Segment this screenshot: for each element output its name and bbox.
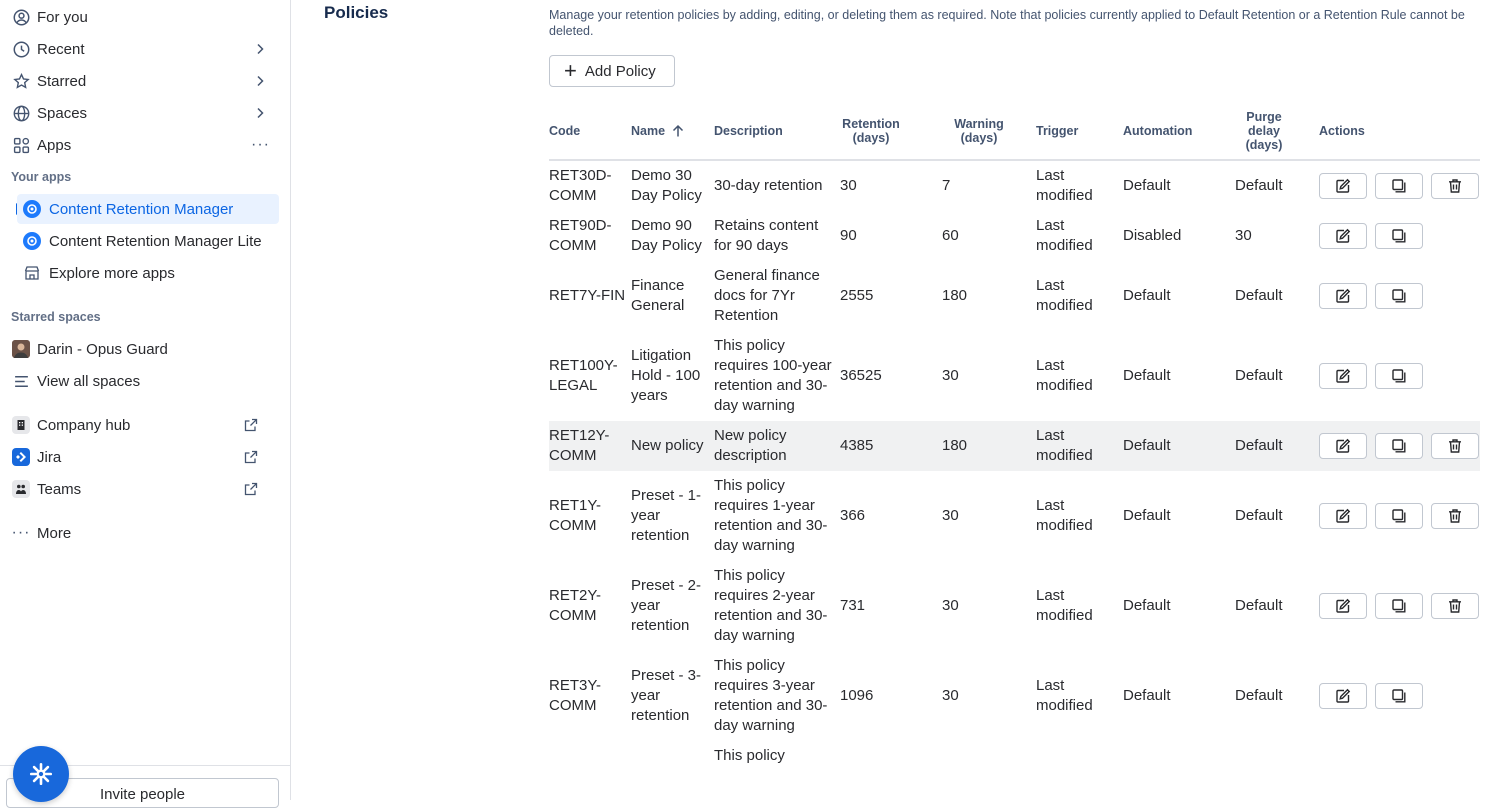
cell-actions (1319, 211, 1480, 261)
col-automation[interactable]: Automation (1123, 103, 1235, 160)
edit-button[interactable] (1319, 433, 1367, 459)
space-darin-opus-guard[interactable] (8, 335, 278, 363)
cell-trigger: Last modified (1036, 677, 1093, 714)
invite-people-button[interactable]: Invite people (6, 778, 279, 808)
copy-icon (1391, 688, 1407, 704)
cell-name: New policy (631, 421, 714, 471)
more-dots-icon: ··· (11, 524, 31, 541)
cell-purge: 30 (1235, 227, 1252, 244)
edit-button[interactable] (1319, 683, 1367, 709)
nav-for-you[interactable] (8, 3, 278, 31)
edit-icon (1335, 228, 1351, 244)
nav-more-label: More (37, 524, 72, 542)
jira-icon (12, 448, 30, 466)
table-body (549, 160, 1480, 771)
copy-icon (1391, 178, 1407, 194)
table-header-row (549, 103, 1480, 160)
table-row (549, 561, 1480, 651)
cell-name (631, 741, 714, 771)
cell-automation (1123, 741, 1235, 771)
cell-name: Demo 30 Day Policy (631, 167, 702, 204)
cell-description: Retains content for 90 days (714, 217, 819, 254)
cell-automation: Default (1123, 367, 1171, 384)
app-icon (23, 232, 41, 250)
col-purge-delay[interactable]: Purge delay (days) (1235, 103, 1319, 160)
edit-button[interactable] (1319, 363, 1367, 389)
cell-trigger (1036, 741, 1123, 771)
cell-warning: 60 (942, 227, 959, 244)
cell-description: This policy requires 3-year retention and 30-day warning (714, 657, 828, 734)
copy-icon (1391, 438, 1407, 454)
col-actions: Actions (1319, 103, 1480, 160)
edit-icon (1335, 508, 1351, 524)
external-link-icon (244, 418, 258, 432)
cell-warning: 30 (942, 507, 959, 524)
cell-retention: 731 (840, 597, 866, 614)
edit-icon (1335, 598, 1351, 614)
building-icon (12, 416, 30, 434)
col-description[interactable]: Description (714, 103, 840, 160)
chevron-right-icon[interactable] (252, 73, 268, 89)
cell-actions (1319, 471, 1480, 561)
cell-warning: 30 (942, 367, 959, 384)
cell-name: Preset - 3-year retention (631, 667, 702, 724)
delete-button[interactable] (1431, 433, 1479, 459)
col-name-label: Name (631, 123, 666, 138)
list-icon (12, 372, 30, 390)
table-row (549, 211, 1480, 261)
table-row (549, 651, 1480, 741)
cell-name: Preset - 1-year retention (631, 487, 702, 544)
app-label: Content Retention Manager Lite (49, 232, 262, 250)
table-row (549, 331, 1480, 421)
edit-icon (1335, 288, 1351, 304)
cell-code: RET90D-COMM (549, 217, 612, 254)
col-retention[interactable]: Retention (days) (840, 103, 942, 160)
cell-warning: 7 (942, 177, 951, 194)
row-actions (1319, 283, 1480, 309)
cell-purge: Default (1235, 177, 1283, 194)
cell-automation: Default (1123, 687, 1171, 704)
cell-trigger: Last modified (1036, 357, 1093, 394)
cell-trigger: Last modified (1036, 497, 1093, 534)
cell-trigger: Last modified (1036, 421, 1123, 471)
cell-trigger: Last modified (1036, 277, 1093, 314)
nav-more[interactable] (8, 519, 278, 547)
cell-warning: 180 (942, 421, 1036, 471)
duplicate-button[interactable] (1375, 363, 1423, 389)
cell-code: RET100Y-LEGAL (549, 357, 618, 394)
nav-apps[interactable] (8, 131, 278, 159)
duplicate-button[interactable] (1375, 173, 1423, 199)
edit-icon (1335, 438, 1351, 454)
cell-code: RET1Y-COMM (549, 497, 601, 534)
nav-for-you-label: For you (37, 8, 88, 26)
cell-trigger: Last modified (1036, 217, 1093, 254)
link-jira[interactable] (8, 443, 278, 471)
app-label: Explore more apps (49, 264, 175, 282)
cell-automation: Default (1123, 287, 1171, 304)
cell-purge: Default (1235, 507, 1283, 524)
nav-spaces-label: Spaces (37, 104, 88, 122)
cell-code: RET2Y-COMM (549, 587, 601, 624)
row-actions (1319, 363, 1480, 389)
copy-icon (1391, 288, 1407, 304)
policies-table (549, 103, 1480, 771)
nav-starred-label: Starred (37, 72, 87, 90)
trash-icon (1447, 438, 1463, 454)
page-description: Manage your retention policies by adding, editing, or deleting them as required. Note that policies currently applied to Default Retention or a Retention Rule cannot be deleted. (549, 8, 1465, 38)
edit-button[interactable] (1319, 283, 1367, 309)
nav-spaces[interactable] (8, 99, 278, 127)
cell-actions (1319, 651, 1480, 741)
cell-retention: 1096 (840, 687, 874, 704)
duplicate-button[interactable] (1375, 683, 1423, 709)
row-actions (1319, 593, 1480, 619)
app-content-retention-manager-lite[interactable] (17, 226, 279, 256)
space-label: Darin - Opus Guard (37, 340, 168, 358)
cell-description: This policy requires 1-year retention and 30-day warning (714, 477, 828, 554)
cell-retention: 36525 (840, 367, 882, 384)
duplicate-button[interactable] (1375, 283, 1423, 309)
cell-actions (1319, 741, 1480, 771)
app-content-retention-manager[interactable] (17, 194, 279, 224)
view-all-spaces-label: View all spaces (37, 372, 141, 390)
add-policy-label: Add Policy (584, 62, 656, 80)
user-circle-icon (12, 8, 30, 26)
sidebar (0, 0, 291, 803)
col-code[interactable]: Code (549, 103, 631, 160)
nav-starred[interactable] (8, 67, 278, 95)
edit-icon (1335, 178, 1351, 194)
cell-automation: Default (1123, 597, 1171, 614)
nav-recent-label: Recent (37, 40, 85, 58)
page-title: Policies (324, 3, 389, 22)
cell-name: Preset - 2-year retention (631, 577, 702, 634)
link-teams[interactable] (8, 475, 278, 503)
copy-icon (1391, 368, 1407, 384)
starred-spaces-heading: Starred spaces (11, 310, 101, 324)
edit-button[interactable] (1319, 173, 1367, 199)
teams-icon (12, 480, 30, 498)
globe-icon (12, 104, 30, 122)
copy-icon (1391, 598, 1407, 614)
cell-name: Demo 90 Day Policy (631, 217, 702, 254)
cell-retention: 4385 (840, 421, 942, 471)
cell-name: Finance General (631, 277, 685, 314)
cell-code: RET12Y-COMM (549, 421, 631, 471)
link-label: Teams (37, 480, 82, 498)
col-name[interactable] (631, 103, 714, 160)
app-label: Content Retention Manager (49, 200, 234, 218)
row-actions (1319, 173, 1480, 199)
edit-icon (1335, 368, 1351, 384)
copy-icon (1391, 508, 1407, 524)
col-trigger[interactable]: Trigger (1036, 103, 1123, 160)
table-row (549, 741, 1480, 771)
table-row (549, 421, 1480, 471)
row-actions (1319, 683, 1480, 709)
external-link-icon (244, 482, 258, 496)
cell-purge: Default (1235, 287, 1283, 304)
duplicate-button[interactable] (1375, 503, 1423, 529)
delete-button[interactable] (1431, 503, 1479, 529)
cell-purge: Default (1235, 687, 1283, 704)
cell-actions (1319, 561, 1480, 651)
cell-code: RET3Y-COMM (549, 677, 601, 714)
trash-icon (1447, 178, 1463, 194)
arrow-up-icon (671, 124, 685, 138)
assistant-button[interactable] (13, 746, 69, 802)
link-company-hub[interactable] (8, 411, 278, 439)
cell-purge: Default (1235, 367, 1283, 384)
app-icon (23, 200, 41, 218)
cell-description: 30-day retention (714, 177, 823, 194)
cell-warning: 30 (942, 687, 959, 704)
cell-actions (1319, 421, 1480, 471)
link-label: Company hub (37, 416, 131, 434)
cell-description: General finance docs for 7Yr Retention (714, 267, 820, 324)
cell-automation: Default (1123, 507, 1171, 524)
star-icon (12, 72, 30, 90)
cell-code: RET30D-COMM (549, 167, 612, 204)
cell-actions (1319, 331, 1480, 421)
explore-more-apps[interactable] (17, 258, 279, 288)
delete-button[interactable] (1431, 593, 1479, 619)
cell-warning: 180 (942, 287, 968, 304)
cell-warning: 30 (942, 597, 959, 614)
add-policy-button[interactable] (549, 55, 675, 87)
external-link-icon (244, 450, 258, 464)
cell-name: Litigation Hold - 100 years (631, 347, 701, 404)
cell-automation: Disabled (1123, 227, 1182, 244)
delete-button[interactable] (1431, 173, 1479, 199)
col-warning[interactable]: Warning (days) (942, 103, 1036, 160)
cell-code: RET7Y-FIN (549, 287, 626, 304)
edit-button[interactable] (1319, 593, 1367, 619)
nav-recent[interactable] (8, 35, 278, 63)
cell-description: New policy description (714, 421, 840, 471)
edit-icon (1335, 688, 1351, 704)
cell-retention: 2555 (840, 287, 874, 304)
cell-description: This policy requires 100-year retention and 30-day warning (714, 337, 832, 414)
cell-retention (840, 741, 942, 771)
cell-retention: 90 (840, 227, 857, 244)
table-row (549, 471, 1480, 561)
cell-automation: Default (1123, 177, 1171, 194)
view-all-spaces[interactable] (8, 367, 278, 395)
cell-actions (1319, 160, 1480, 211)
apps-grid-icon (12, 136, 30, 154)
nav-apps-label: Apps (37, 136, 72, 154)
duplicate-button[interactable] (1375, 223, 1423, 249)
row-actions (1319, 433, 1480, 459)
cell-purge: Default (1235, 421, 1319, 471)
your-apps-heading: Your apps (11, 170, 72, 184)
row-actions (1319, 223, 1480, 249)
asterisk-icon (28, 761, 54, 787)
cell-retention: 30 (840, 177, 857, 194)
cell-code (549, 741, 631, 771)
plus-icon: + (564, 58, 577, 83)
table-row (549, 160, 1480, 211)
link-label: Jira (37, 448, 62, 466)
avatar (12, 340, 30, 358)
more-options-icon[interactable]: ··· (251, 136, 270, 153)
cell-description: This policy requires 2-year retention and 30-day warning (714, 567, 828, 644)
trash-icon (1447, 598, 1463, 614)
edit-button[interactable] (1319, 223, 1367, 249)
table-row (549, 261, 1480, 331)
cell-purge (1235, 741, 1319, 771)
cell-trigger: Last modified (1036, 587, 1093, 624)
cell-description: This policy (714, 747, 785, 764)
duplicate-button[interactable] (1375, 433, 1423, 459)
cell-trigger: Last modified (1036, 167, 1093, 204)
cell-actions (1319, 261, 1480, 331)
marketplace-icon (23, 264, 41, 282)
row-actions (1319, 503, 1480, 529)
chevron-right-icon[interactable] (252, 105, 268, 121)
edit-button[interactable] (1319, 503, 1367, 529)
trash-icon (1447, 508, 1463, 524)
cell-warning (942, 741, 1036, 771)
cell-purge: Default (1235, 597, 1283, 614)
copy-icon (1391, 228, 1407, 244)
duplicate-button[interactable] (1375, 593, 1423, 619)
clock-icon (12, 40, 30, 58)
chevron-right-icon[interactable] (252, 41, 268, 57)
cell-retention: 366 (840, 507, 866, 524)
cell-automation: Default (1123, 421, 1235, 471)
